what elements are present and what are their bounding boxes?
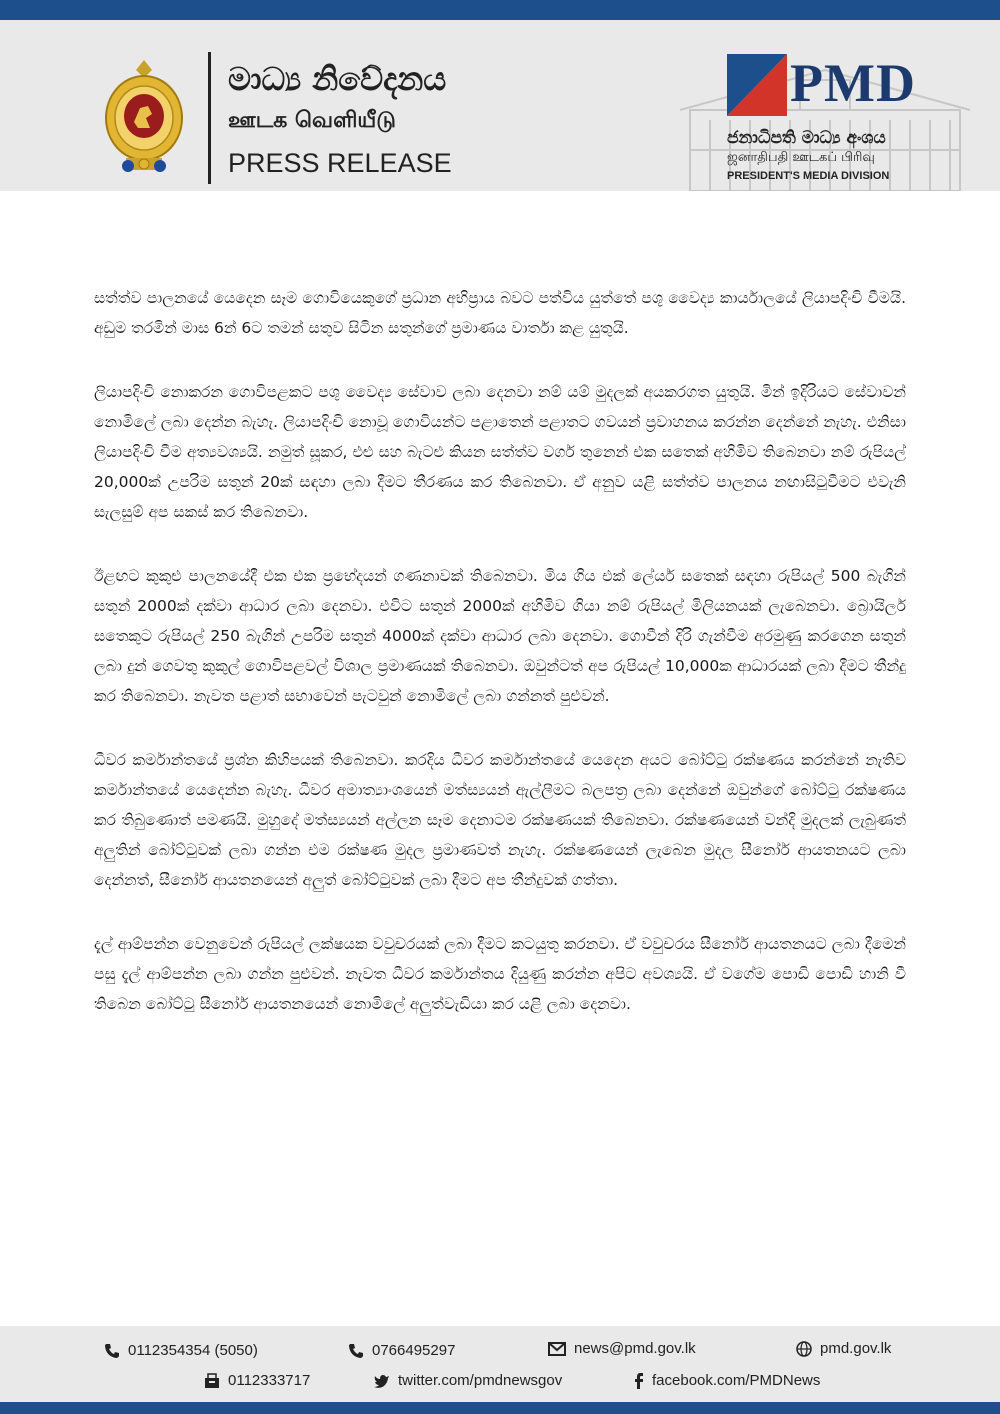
body-paragraph: ලියාපදිංචි නොකරන ගොවිපළකට පශු වෛද්‍ය සේවාව ලබා දෙනවා නම් යම් මුදලක් අයකරගත යුතුයි. මින් ඉදිරියට සේවාවන් නොමිලේ ලබා දෙන්න බැහැ. ලියාපදිංචි නොවූ ගොවියන්ට පළාතෙන් පළාතට ගවයන් ප්‍රවාහනය කරන්න දෙන්නේ නැහැ. එනිසා ලියාපදිංචි වීම අත්‍යවශ්‍යයි. නමුත් සූකර, එළු සහ බැටළු කියන සත්ත්ව වර්ග තුනෙන් එක සතෙක් අහිමිව තිබෙනවා නම් රුපියල් 20,000ක් උපරිම සතුන් 20ක් සඳහා ලබා දීමට තීරණය කර තිබෙනවා. ඒ අනුව යළි සත්ත්ව පාලනය නඟාසිටුවීමට එවැනි සැලසුම් අප සකස් කර තිබෙනවා. [94, 383, 906, 521]
footer-facebook-text[interactable]: facebook.com/PMDNews [652, 1372, 821, 1389]
footer-email-text[interactable]: news@pmd.gov.lk [574, 1340, 696, 1357]
footer-phone-1 [104, 1342, 258, 1359]
pmd-name-tamil: ஜனாதிபதி ஊடகப் பிரிவு [727, 150, 875, 165]
footer-fax-text: 0112333717 [228, 1372, 311, 1389]
pmd-name-sinhala: ජනාධිපති මාධ්‍ය අංශය [727, 128, 886, 148]
press-release-body [94, 283, 906, 1053]
body-paragraph: දැල් ආම්පන්න වෙනුවෙන් රුපියල් ලක්ෂයක වවුචරයක් ලබා දීමට කටයුතු කරනවා. ඒ වවුචරය සීනෝර් ආයතනයට ලබා දීමෙන් පසු දැල් ආම්පන්න ලබා ගන්න පුළුවන්. නැවත ධීවර කර්මාන්තය දියුණු කරන්න අපිට අවශ්‍යයි. ඒ වගේම පොඩි පොඩි හානි වී තිබෙන බෝට්ටු සීනෝර් ආයතනයෙන් නොමිලේ අලුත්වැඩියා කර යළි ලබා දෙනවා. [94, 935, 906, 1013]
twitter-icon [374, 1374, 390, 1388]
header-divider [208, 52, 211, 184]
footer-fax [204, 1372, 310, 1389]
fax-icon [204, 1373, 220, 1389]
pmd-name-english: PRESIDENT'S MEDIA DIVISION [727, 170, 890, 182]
globe-icon [796, 1341, 812, 1357]
state-emblem-icon [102, 58, 186, 176]
pmd-logo-text: PMD [790, 53, 916, 113]
footer-twitter-text[interactable]: twitter.com/pmdnewsgov [398, 1372, 563, 1389]
bottom-color-band [0, 1402, 1000, 1414]
footer-facebook[interactable] [634, 1372, 820, 1389]
body-paragraph: ධීවර කර්මාන්තයේ ප්‍රශ්න කිහිපයක් තිබෙනවා. කරදිය ධීවර කර්මාන්තයේ යෙදෙන අයට බෝට්ටු රක්ෂණය කරන්නේ නැතිව කර්මාන්තයේ යෙදෙන්න බැහැ. ධීවර අමාත්‍යාංශයෙන් මත්ස්‍යයන් ඇල්ලීමට බලපත්‍ර ලබා දෙන්නේ ඔවුන්ගේ බෝට්ටු රක්ෂණය කර තිබුණොත් පමණයි. මුහුදේ මත්ස්‍යයන් අල්ලන සෑම දෙනාටම රක්ෂණයක් තිබෙනවා. රක්ෂණයෙන් වන්දි මුදලක් ලැබුණත් අලුතින් බෝට්ටුවක් ලබා ගන්න එම රක්ෂණ මුදල ප්‍රමාණවත් නැහැ. රක්ෂණයෙන් ලැබෙන මුදල සීනෝර් ආයතනයට ලබා දෙන්නත්, සීනෝර් ආයතනයෙන් අලුත් බෝට්ටුවක් ලබා දීමට අප තීන්දුවක් ගත්තා. [94, 751, 906, 889]
footer-website[interactable] [796, 1340, 891, 1357]
footer-phone-1-text: 0112354354 (5050) [128, 1342, 258, 1359]
footer-email[interactable] [548, 1340, 696, 1357]
letterhead [0, 20, 1000, 191]
phone-icon [104, 1343, 120, 1359]
top-color-band [0, 0, 1000, 20]
mail-icon [548, 1342, 566, 1356]
pmd-logo-icon [727, 54, 787, 116]
phone-icon [348, 1343, 364, 1359]
facebook-icon [634, 1373, 644, 1389]
body-paragraph: සත්ත්ව පාලනයේ යෙදෙන සෑම ගොවියෙකුගේ ප්‍රධාන අභිප්‍රාය බවට පත්විය යුත්තේ පශු වෛද්‍ය කාර්යාලයේ ලියාපදිංචි වීමයි. අඩුම තරමින් මාස 6න් 6ට තමන් සතුව සිටින සතුන්ගේ ප්‍රමාණය වාර්තා කළ යුතුයි. [94, 289, 906, 337]
footer-website-text[interactable]: pmd.gov.lk [820, 1340, 892, 1357]
contact-footer [0, 1326, 1000, 1402]
press-release-title-tamil: ஊடக வெளியீடு [228, 108, 396, 133]
press-release-title-sinhala: මාධ්‍ය නිවේදනය [228, 60, 447, 98]
press-release-title-english: PRESS RELEASE [228, 148, 452, 178]
footer-phone-2-text: 0766495297 [372, 1342, 456, 1359]
footer-twitter[interactable] [374, 1372, 562, 1389]
body-paragraph: ඊළඟට කුකුළු පාලනයේදී එක එක ප්‍රභේදයන් ගණනාවක් තිබෙනවා. මිය ගිය එක් ලේයර් සතෙක් සඳහා රුපියල් 500 බැගින් සතුන් 2000ක් දක්වා ආධාර ලබා දෙනවා. එවිට සතුන් 2000ක් අහිමිව ගියා නම් රුපියල් මිලියනයක් ලැබෙනවා. බ්‍රොයිලර් සතෙකුට රුපියල් 250 බැගින් උපරිම සතුන් 4000ක් දක්වා ආධාර ලබා දෙනවා. ගොවීන් දිරි ගැන්වීම අරමුණු කරගෙන සතුන් ලබා දුන් ගෙවතු කුකුල් ගොවිපළවල් විශාල ප්‍රමාණයක් තිබෙනවා. ඔවුන්ටත් අප රුපියල් 10,000ක ආධාරයක් ලබා දීමට තීන්දු කර තිබෙනවා. නැවත පළාත් සභාවෙන් පැටවුන් නොමිලේ ලබා ගන්නත් පුළුවන්. [94, 567, 906, 705]
footer-phone-2 [348, 1342, 455, 1359]
